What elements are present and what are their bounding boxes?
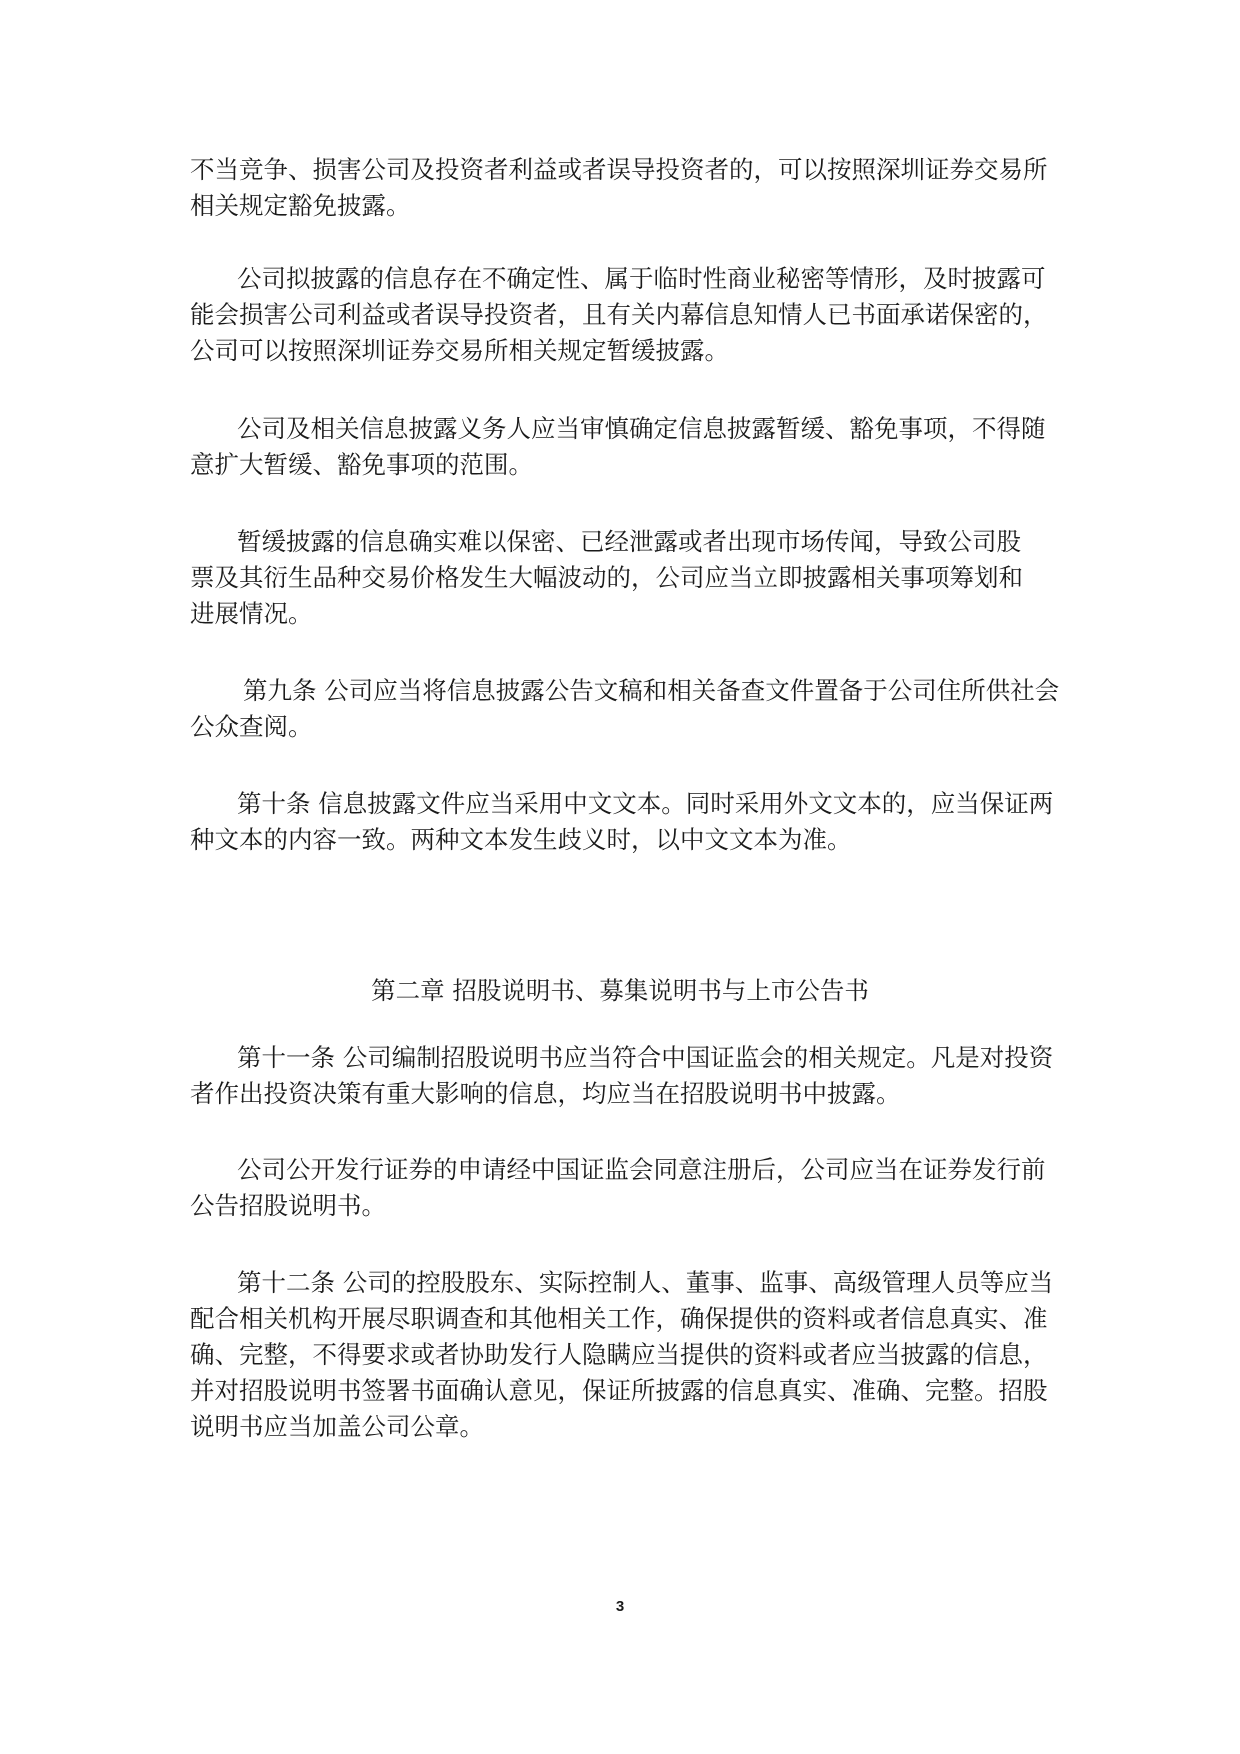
paragraph-prudent-determination — [190, 411, 1090, 483]
paragraph-line: 公司及相关信息披露义务人应当审慎确定信息披露暂缓、豁免事项，不得随 — [237, 414, 1046, 443]
paragraph-line: 者作出投资决策有重大影响的信息，均应当在招股说明书中披露。 — [190, 1079, 901, 1108]
paragraph-line: 公司可以按照深圳证券交易所相关规定暂缓披露。 — [190, 336, 729, 365]
paragraph-line: 意扩大暂缓、豁免事项的范围。 — [190, 450, 533, 479]
paragraph-line: 进展情况。 — [190, 599, 313, 628]
paragraph-line: 第十二条 公司的控股股东、实际控制人、董事、监事、高级管理人员等应当 — [237, 1268, 1054, 1297]
paragraph-line: 公告招股说明书。 — [190, 1191, 386, 1220]
paragraph-article-9 — [190, 673, 1090, 745]
paragraph-leak-handling — [190, 524, 1090, 632]
paragraph-article-10 — [190, 786, 1090, 858]
paragraph-prospectus-publication — [190, 1152, 1090, 1224]
chapter-heading: 第二章 招股说明书、募集说明书与上市公告书 — [371, 976, 869, 1005]
paragraph-line: 种文本的内容一致。两种文本发生歧义时，以中文文本为准。 — [190, 825, 852, 854]
paragraph-disclosure-exemption — [190, 152, 1090, 224]
page-number: 3 — [615, 1598, 625, 1615]
paragraph-line: 暂缓披露的信息确实难以保密、已经泄露或者出现市场传闻，导致公司股 — [237, 527, 1021, 556]
paragraph-line: 确、完整，不得要求或者协助发行人隐瞒应当提供的资料或者应当披露的信息， — [190, 1340, 1048, 1369]
paragraph-line: 并对招股说明书签署书面确认意见，保证所披露的信息真实、准确、完整。招股 — [190, 1376, 1048, 1405]
paragraph-line: 公众查阅。 — [190, 712, 313, 741]
paragraph-article-11 — [190, 1040, 1090, 1112]
paragraph-deferred-disclosure — [190, 261, 1090, 369]
paragraph-line: 第十条 信息披露文件应当采用中文文本。同时采用外文文本的，应当保证两 — [237, 789, 1054, 818]
paragraph-line: 公司公开发行证券的申请经中国证监会同意注册后，公司应当在证券发行前 — [237, 1155, 1046, 1184]
paragraph-line: 公司拟披露的信息存在不确定性、属于临时性商业秘密等情形，及时披露可 — [237, 264, 1046, 293]
paragraph-line: 配合相关机构开展尽职调查和其他相关工作，确保提供的资料或者信息真实、准 — [190, 1304, 1048, 1333]
paragraph-line: 相关规定豁免披露。 — [190, 191, 411, 220]
paragraph-line: 不当竞争、损害公司及投资者利益或者误导投资者的，可以按照深圳证券交易所 — [190, 155, 1048, 184]
paragraph-line: 第十一条 公司编制招股说明书应当符合中国证监会的相关规定。凡是对投资 — [237, 1043, 1054, 1072]
paragraph-line: 第九条 公司应当将信息披露公告文稿和相关备查文件置备于公司住所供社会 — [243, 676, 1060, 705]
paragraph-line: 说明书应当加盖公司公章。 — [190, 1412, 484, 1441]
paragraph-line: 能会损害公司利益或者误导投资者，且有关内幕信息知情人已书面承诺保密的， — [190, 300, 1048, 329]
paragraph-article-12 — [190, 1265, 1090, 1445]
paragraph-line: 票及其衍生品种交易价格发生大幅波动的，公司应当立即披露相关事项筹划和 — [190, 563, 1023, 592]
